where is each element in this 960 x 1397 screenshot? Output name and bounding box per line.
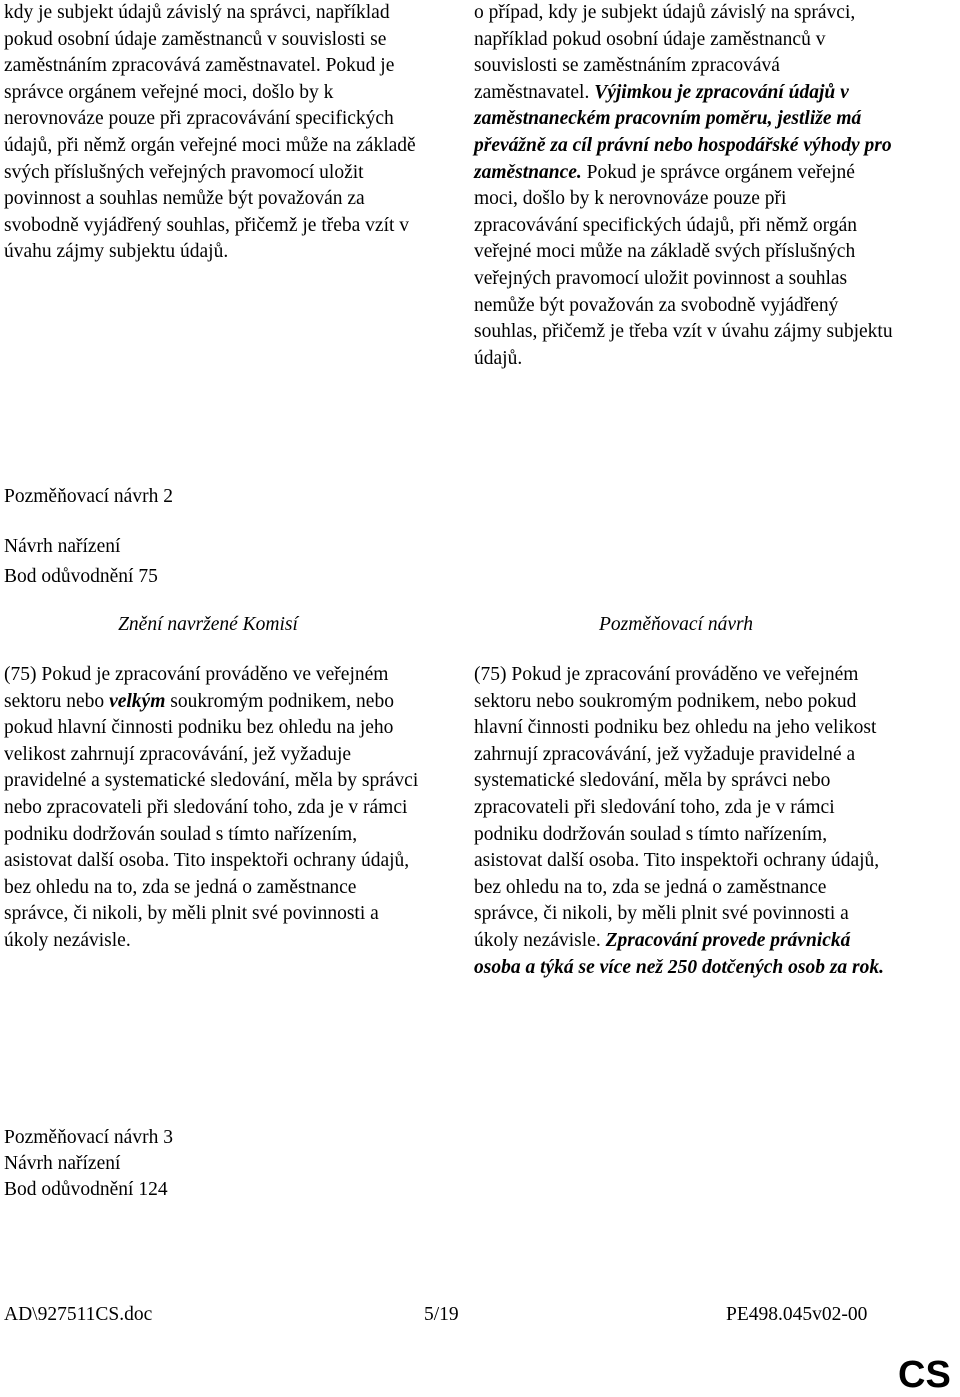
commission-text-column — [4, 662, 424, 955]
amendment-text-column — [474, 662, 894, 981]
amendment-text — [474, 662, 894, 981]
amendment-heading: Pozměňovací návrh — [599, 614, 753, 635]
amendment-2-header — [4, 484, 604, 603]
continuation-right-end: Pokud je správce orgánem veřejné moci, došlo by k nerovnováze pouze při zpracovávání specifických údajů, při němž orgán veřejné moci může na základě svých příslušných veřejných pravomocí uložit povinnost a souhlas nemůže být považován za svobodně vyjádřený souhlas, přičemž je třeba vzít v úvahu zájmy subjektu údajů. — [474, 161, 893, 369]
continuation-left-text: kdy je subjekt údajů závislý na správci, například pokud osobní údaje zaměstnanců v souvislosti se zaměstnáním zpracovává zaměstnavatel. Pokud je správce orgánem veřejné moci, došlo by k nerovnováze pouze při zpracovávání specifických údajů, při němž orgán veřejné moci může na základě svých příslušných veřejných pravomocí uložit povinnost a souhlas nemůže být považován za svobodně vyjádřený souhlas, přičemž je třeba vzít v úvahu zájmy subjektu údajů. — [4, 2, 416, 263]
continuation-right-start: o případ, kdy je subjekt údajů závislý na správci, například pokud osobní údaje zaměstnanců v souvislosti se zaměstnáním zpracovává zaměstnavatel. — [474, 2, 856, 103]
commission-text — [4, 662, 424, 955]
amendment-3-header — [4, 1125, 604, 1216]
continuation-left-column — [4, 0, 424, 266]
commission-text-heading: Znění navržené Komisí — [118, 614, 298, 635]
commission-text-start: (75) Pokud je zpracování prováděno ve veřejném sektoru nebo — [4, 664, 389, 712]
amendment-2-article: Bod odůvodnění 75 — [4, 566, 158, 587]
amendment-3-subtitle: Návrh nařízení — [4, 1153, 121, 1174]
amendment-text-start: (75) Pokud je zpracování prováděno ve veřejném sektoru nebo soukromým podnikem, nebo pokud hlavní činnosti podniku bez ohledu na jeho velikost zahrnují zpracovávání, jež vyžaduje pravidelné a systematické sledování, měla by správci nebo zpracovateli při sledování toho, zda je v rámci podniku dodržován soulad s tímto nařízením, asistovat další osoba. Tito inspektoři ochrany údajů, bez ohledu na to, zda se jedná o zaměstnance správce, či nikoli, by měli plnit své povinnosti a úkoly nezávisle. — [474, 664, 880, 951]
amendment-2-subtitle: Návrh nařízení — [4, 536, 121, 557]
footer-file-name: AD\927511CS.doc — [4, 1304, 153, 1325]
commission-text-emphasis: velkým — [109, 690, 166, 712]
continuation-right-text — [474, 0, 894, 372]
continuation-right-column — [474, 0, 894, 372]
amendment-text-emphasis: Zpracování provede právnická osoba a týká se více než 250 dotčených osob za rok. — [474, 929, 884, 978]
footer-reference: PE498.045v02-00 — [726, 1304, 868, 1325]
language-code: CS — [898, 1354, 951, 1396]
amendment-3-title: Pozměňovací návrh 3 — [4, 1127, 173, 1148]
page-footer — [4, 1302, 884, 1332]
amendment-3-article: Bod odůvodnění 124 — [4, 1179, 168, 1200]
footer-page-number: 5/19 — [424, 1304, 459, 1325]
amendment-2-title: Pozměňovací návrh 2 — [4, 486, 173, 507]
continuation-right-emphasis: Výjimkou je zpracování údajů v zaměstnaneckém pracovním poměru, jestliže má převážně za cíl právní nebo hospodářské výhody pro zaměstnance. — [474, 81, 892, 183]
commission-text-end: soukromým podnikem, nebo pokud hlavní činnosti podniku bez ohledu na jeho velikost zahrnují zpracovávání, jež vyžaduje pravidelné a systematické sledování, měla by správci nebo zpracovateli při sledování toho, zda je v rámci podniku dodržován soulad s tímto nařízením, asistovat další osoba. Tito inspektoři ochrany údajů, bez ohledu na to, zda se jedná o zaměstnance správce, či nikoli, by měli plnit své povinnosti a úkoly nezávisle. — [4, 690, 419, 951]
